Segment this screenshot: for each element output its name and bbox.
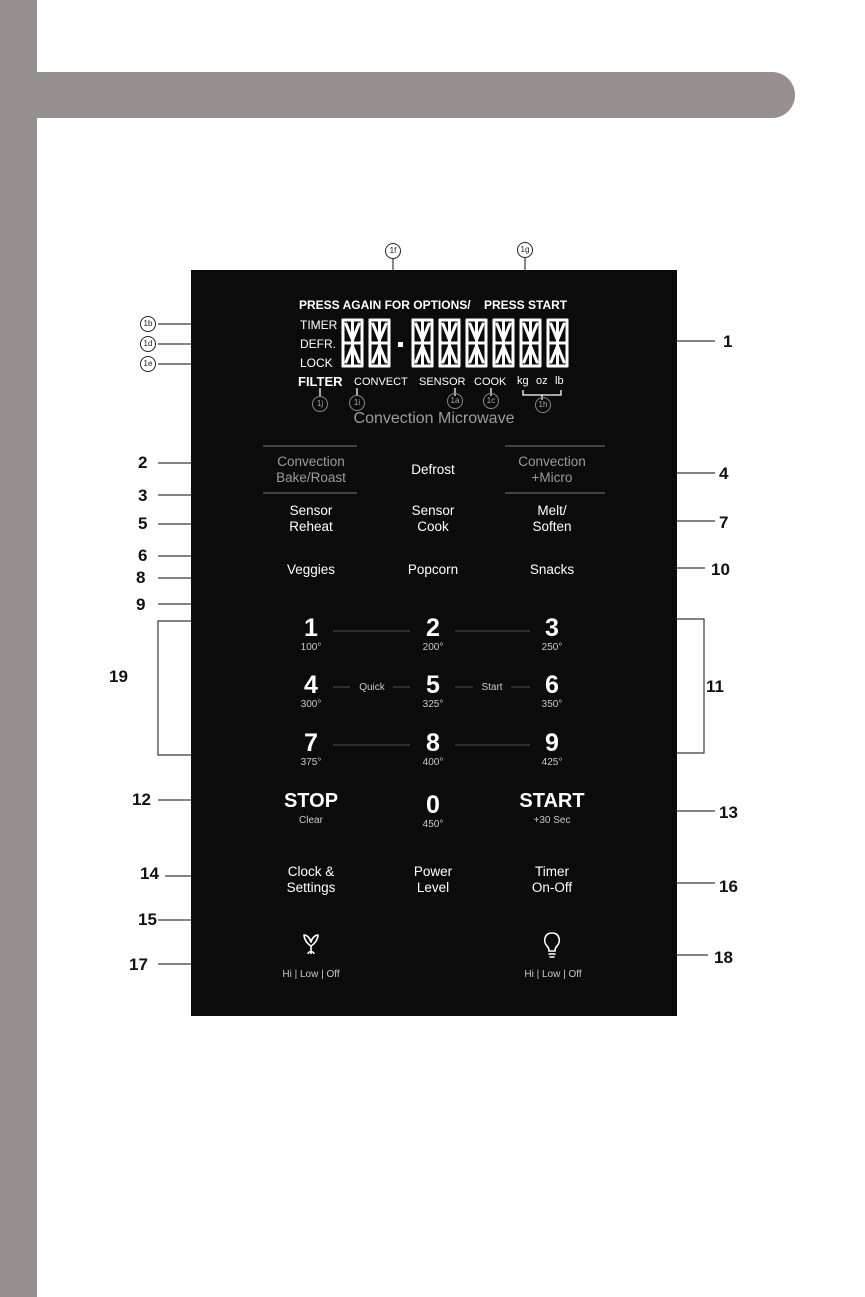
melt-soften-button[interactable] [506, 503, 598, 535]
circle-label-1b: 1b [140, 316, 156, 332]
popcorn-button[interactable]: Popcorn [407, 562, 459, 577]
keypad-7-button[interactable]: 7 [304, 729, 318, 757]
brand-line: Convection Microwave [353, 410, 515, 427]
callout-15: 15 [138, 910, 157, 929]
callout-3: 3 [138, 486, 148, 505]
button-label-line: Soften [532, 519, 572, 534]
keypad-6-temp: 350° [541, 699, 563, 710]
keypad-8-button[interactable]: 8 [426, 729, 440, 757]
convection-micro-button[interactable] [497, 454, 607, 486]
keypad-2-button[interactable]: 2 [426, 614, 440, 642]
callout-2: 2 [138, 453, 148, 472]
lcd-colon-dot [398, 342, 403, 347]
callout-10: 10 [711, 560, 730, 579]
lcd-filter: FILTER [298, 374, 343, 389]
lcd-kg: kg [517, 375, 529, 387]
convection-bake-roast-button[interactable] [256, 454, 366, 486]
lcd-lock: LOCK [300, 356, 333, 370]
lcd-cook: COOK [474, 376, 507, 388]
callout-16: 16 [719, 877, 738, 896]
defrost-button[interactable]: Defrost [411, 462, 455, 477]
keypad-5-temp: 325° [422, 699, 444, 710]
keypad-5-button[interactable]: 5 [426, 671, 440, 699]
button-label-line: Clock & [287, 864, 335, 879]
start-button[interactable]: START [519, 790, 585, 812]
keypad-1-button[interactable]: 1 [304, 614, 318, 642]
circle-label-1f: 1f [385, 243, 401, 259]
callout-11: 11 [706, 677, 724, 696]
button-label-line: Sensor [411, 503, 455, 518]
lcd-sensor: SENSOR [419, 376, 466, 388]
power-level-button[interactable] [387, 864, 479, 896]
stop-button[interactable]: STOP [283, 790, 339, 812]
light-button[interactable] [538, 929, 566, 959]
circle-label-1e: 1e [140, 356, 156, 372]
circle-label-1h: 1h [535, 397, 551, 413]
sensor-reheat-button[interactable] [265, 503, 357, 535]
stop-sub-label: Clear [299, 815, 323, 826]
callout-7: 7 [719, 513, 729, 532]
lcd-timer: TIMER [300, 318, 338, 332]
button-label-line: Cook [417, 519, 449, 534]
button-label-line: On-Off [531, 880, 573, 895]
lcd-oz: oz [536, 375, 548, 387]
keypad-9-button[interactable]: 9 [545, 729, 559, 757]
button-label-line: Sensor [289, 503, 333, 518]
sensor-cook-button[interactable] [387, 503, 479, 535]
circle-label-1g: 1g [517, 242, 533, 258]
fan-icon [297, 930, 325, 958]
lcd-options-text: PRESS AGAIN FOR OPTIONS/ [299, 298, 471, 312]
button-label-line: Bake/Roast [276, 470, 346, 485]
button-label-line: Melt/ [537, 503, 567, 518]
button-label-line: Level [416, 880, 450, 895]
keypad-6-button[interactable]: 6 [545, 671, 559, 699]
keypad-3-button[interactable]: 3 [545, 614, 559, 642]
callout-17: 17 [129, 955, 148, 974]
lcd-defrost: DEFR. [300, 337, 336, 351]
button-label-line: +Micro [531, 470, 573, 485]
button-label-line: Convection [518, 454, 586, 469]
callout-19: 19 [109, 667, 128, 686]
button-label-line: Settings [286, 880, 336, 895]
button-label-line: Convection [277, 454, 345, 469]
callout-1: 1 [723, 332, 733, 351]
keypad-8-temp: 400° [422, 757, 444, 768]
quick-start-label-quick: Quick [359, 682, 385, 693]
circle-label-1i: 1i [349, 395, 365, 411]
keypad-9-temp: 425° [541, 757, 563, 768]
circle-label-1j: 1j [312, 396, 328, 412]
keypad-4-button[interactable]: 4 [304, 671, 318, 699]
callout-18: 18 [714, 948, 733, 967]
veggies-button[interactable]: Veggies [286, 562, 336, 577]
lcd-convect: CONVECT [354, 376, 408, 388]
callout-13: 13 [719, 803, 738, 822]
keypad-4-temp: 300° [300, 699, 322, 710]
callout-5: 5 [138, 514, 148, 533]
button-label-line: Reheat [289, 519, 333, 534]
callout-4: 4 [719, 464, 729, 483]
circle-label-1a: 1a [447, 393, 463, 409]
callout-6: 6 [138, 546, 148, 565]
light-levels-label: Hi | Low | Off [524, 969, 582, 980]
keypad-0-temp: 450° [422, 819, 444, 830]
fan-button[interactable] [297, 930, 325, 958]
circle-label-1d: 1d [140, 336, 156, 352]
button-label-line: Power [413, 864, 453, 879]
button-label-line: Timer [535, 864, 569, 879]
snacks-button[interactable]: Snacks [529, 562, 575, 577]
lcd-start-text: PRESS START [484, 298, 568, 312]
keypad-7-temp: 375° [300, 757, 322, 768]
keypad-1-temp: 100° [300, 642, 322, 653]
callout-12: 12 [132, 790, 151, 809]
callout-14: 14 [140, 864, 159, 883]
quick-start-label-start: Start [481, 682, 503, 693]
clock-settings-button[interactable] [260, 864, 362, 896]
keypad-3-temp: 250° [541, 642, 563, 653]
start-sub-label: +30 Sec [533, 815, 571, 826]
lcd-lb: lb [555, 375, 564, 387]
circle-label-1c: 1c [483, 393, 499, 409]
keypad-0-button[interactable]: 0 [426, 791, 440, 819]
fan-levels-label: Hi | Low | Off [282, 969, 340, 980]
callout-8: 8 [136, 568, 146, 587]
light-bulb-icon [538, 929, 566, 959]
callout-9: 9 [136, 595, 146, 614]
timer-on-off-button[interactable] [506, 864, 598, 896]
keypad-2-temp: 200° [422, 642, 444, 653]
